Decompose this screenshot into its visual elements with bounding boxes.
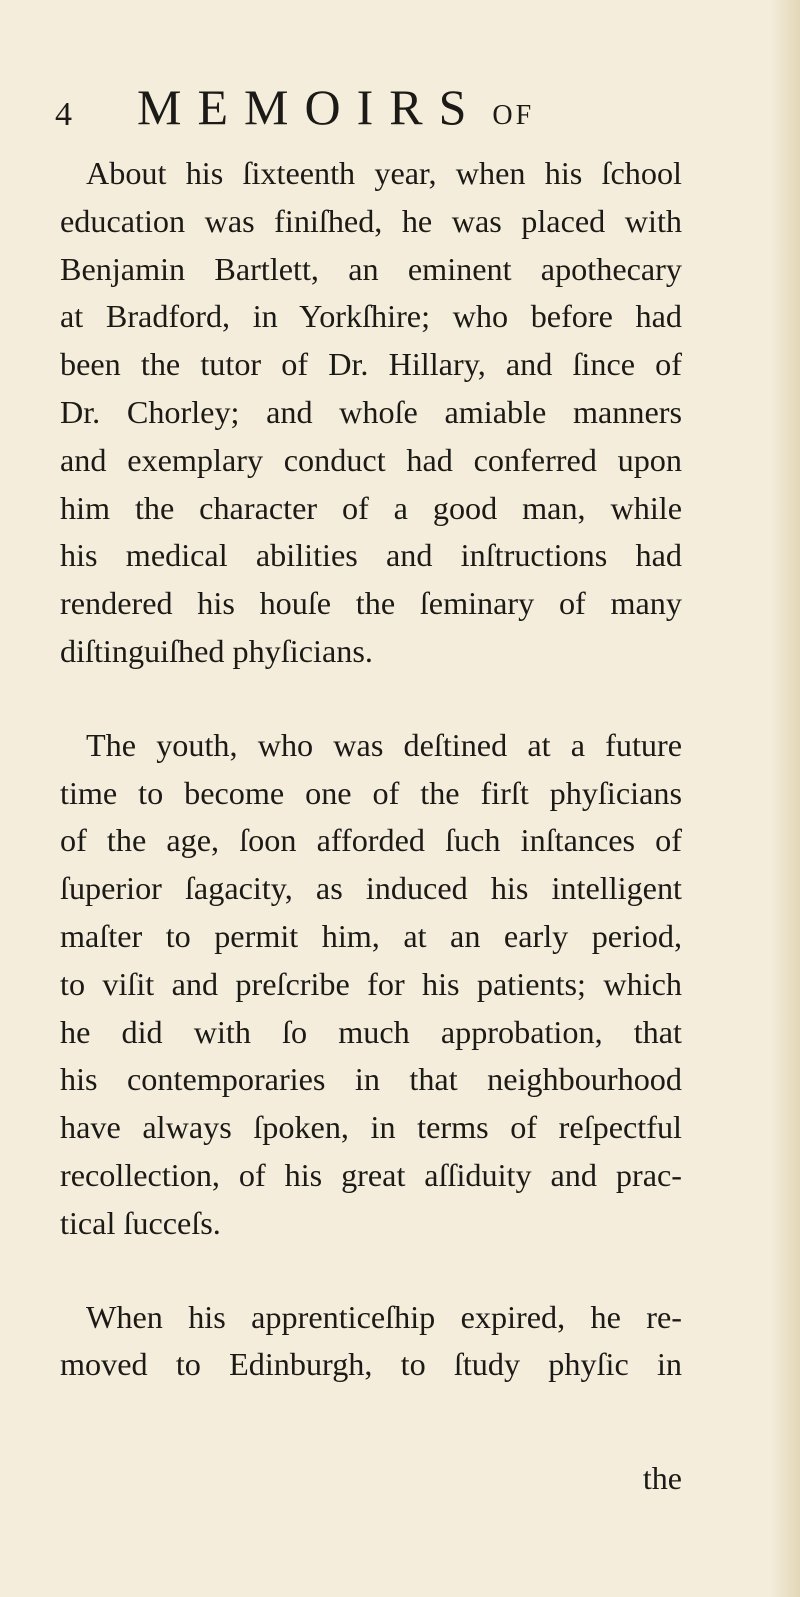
text-line: diſtinguiſhed phyſicians. xyxy=(60,632,373,669)
running-header xyxy=(55,78,740,138)
text-line: The youth, who was deſtined at a future xyxy=(86,726,682,763)
text-line: About his ſixteenth year, when his ſchool xyxy=(86,155,682,191)
running-title xyxy=(137,78,534,136)
text-line: been the tutor of Dr. Hillary, and ſince of xyxy=(60,346,682,383)
text-line: have always ſpoken, in terms of reſpectful xyxy=(60,1109,682,1146)
page-number: 4 xyxy=(55,96,72,133)
text-line: of the age, ſoon afforded ſuch inſtances of xyxy=(60,822,682,859)
text-line: at Bradford, in Yorkſhire; who before had xyxy=(60,298,682,335)
page-edge-shadow xyxy=(770,0,800,1597)
text-line: he did with ſo much approbation, that xyxy=(60,1013,682,1050)
text-line: time to become one of the firſt phyſicians xyxy=(60,774,682,811)
paragraph xyxy=(60,150,682,676)
text-line: education was finiſhed, he was placed with xyxy=(60,202,682,239)
text-line: Benjamin Bartlett, an eminent apothecary xyxy=(60,250,682,287)
running-title-main: MEMOIRS xyxy=(137,79,483,135)
text-line: When his apprenticeſhip expired, he re- xyxy=(86,1298,682,1335)
text-line: rendered his houſe the ſeminary of many xyxy=(60,585,682,622)
running-title-suffix: OF xyxy=(492,100,535,131)
text-line: Dr. Chorley; and whoſe amiable manners xyxy=(60,393,682,430)
paragraph xyxy=(60,722,682,1248)
text-line: him the character of a good man, while xyxy=(60,489,682,526)
text-line: moved to Edinburgh, to ſtudy phyſic in xyxy=(60,1346,682,1383)
body-text xyxy=(60,150,682,1389)
paragraph xyxy=(60,1294,682,1390)
text-line: to viſit and preſcribe for his patients; which xyxy=(60,965,682,1002)
text-line: and exemplary conduct had conferred upon xyxy=(60,441,682,478)
catchword: the xyxy=(642,1460,682,1496)
text-line: his contemporaries in that neighbourhood xyxy=(60,1061,682,1098)
text-line: ſuperior ſagacity, as induced his intelligent xyxy=(60,870,682,907)
text-line: tical ſucceſs. xyxy=(60,1204,221,1241)
text-line: recollection, of his great aſſiduity and prac- xyxy=(60,1156,682,1193)
text-line: his medical abilities and inſtructions had xyxy=(60,537,682,574)
text-line: maſter to permit him, at an early period, xyxy=(60,917,682,954)
